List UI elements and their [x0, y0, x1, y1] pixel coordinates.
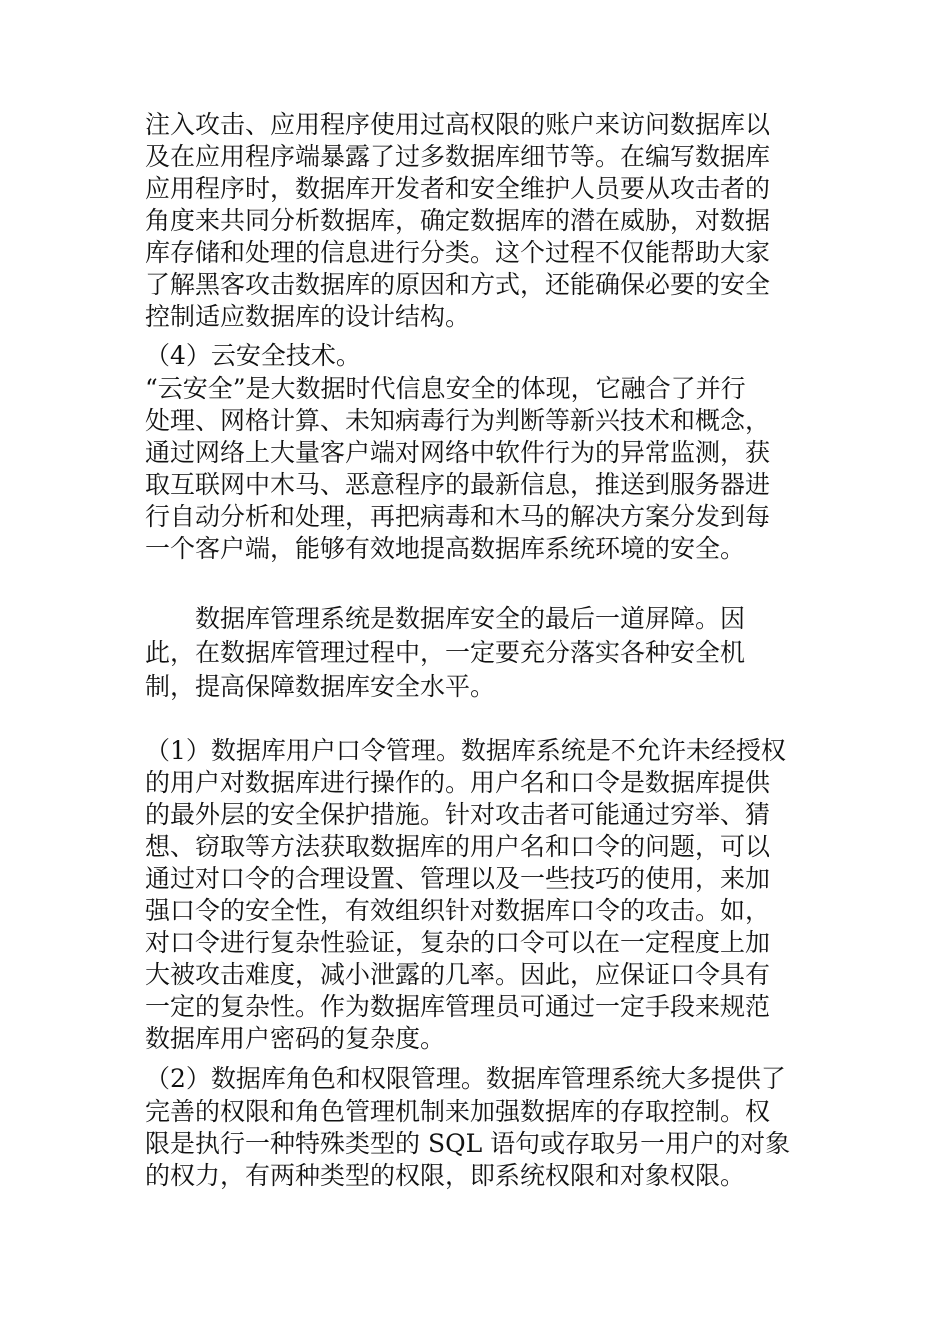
text-line: 一个客户端，能够有效地提高数据库系统环境的安全。 — [145, 534, 746, 563]
text-line: “云安全”是大数据时代信息安全的体现，它融合了并行 — [145, 374, 746, 403]
text-line: 完善的权限和角色管理机制来加强数据库的存取控制。权 — [145, 1097, 771, 1126]
text-line: 控制适应数据库的设计结构。 — [145, 302, 471, 331]
text-line: 的用户对数据库进行操作的。用户名和口令是数据库提供 — [145, 768, 771, 797]
text-line: 角度来共同分析数据库，确定数据库的潜在威胁，对数据 — [145, 206, 771, 235]
text-line: 的最外层的安全保护措施。针对攻击者可能通过穷举、猜 — [145, 800, 771, 829]
text-line: （1）数据库用户口令管理。数据库系统是不允许未经授权 — [145, 736, 786, 765]
text-line: 大被攻击难度，减小泄露的几率。因此，应保证口令具有 — [145, 960, 771, 989]
text-line: 取互联网中木马、恶意程序的最新信息，推送到服务器进 — [145, 470, 771, 499]
section-heading: （4）云安全技术。 — [145, 341, 361, 370]
text-line: 想、窃取等方法获取数据库的用户名和口令的问题，可以 — [145, 832, 771, 861]
text-line: 一定的复杂性。作为数据库管理员可通过一定手段来规范 — [145, 992, 771, 1021]
text-line: 此，在数据库管理过程中，一定要充分落实各种安全机 — [145, 638, 746, 667]
text-line: 限是执行一种特殊类型的 SQL 语句或存取另一用户的对象 — [145, 1129, 791, 1158]
text-line: 的权力，有两种类型的权限，即系统权限和对象权限。 — [145, 1161, 746, 1190]
text-line: 通过网络上大量客户端对网络中软件行为的异常监测，获 — [145, 438, 771, 467]
text-line: 行自动分析和处理，再把病毒和木马的解决方案分发到每 — [145, 502, 771, 531]
text-line: 强口令的安全性，有效组织针对数据库口令的攻击。如， — [145, 896, 771, 925]
text-line: 制，提高保障数据库安全水平。 — [145, 672, 496, 701]
text-line: 通过对口令的合理设置、管理以及一些技巧的使用，来加 — [145, 864, 771, 893]
text-line: 注入攻击、应用程序使用过高权限的账户来访问数据库以 — [145, 110, 771, 139]
text-line: 数据库管理系统是数据库安全的最后一道屏障。因 — [145, 604, 746, 633]
text-line: 处理、网格计算、未知病毒行为判断等新兴技术和概念， — [145, 406, 771, 435]
text-line: 库存储和处理的信息进行分类。这个过程不仅能帮助大家 — [145, 238, 771, 267]
text-line: 数据库用户密码的复杂度。 — [145, 1024, 446, 1053]
text-line: 了解黑客攻击数据库的原因和方式，还能确保必要的安全 — [145, 270, 771, 299]
text-line: 应用程序时，数据库开发者和安全维护人员要从攻击者的 — [145, 174, 771, 203]
text-line: （2）数据库角色和权限管理。数据库管理系统大多提供了 — [145, 1064, 786, 1093]
text-line: 及在应用程序端暴露了过多数据库细节等。在编写数据库 — [145, 142, 771, 171]
text-line: 对口令进行复杂性验证，复杂的口令可以在一定程度上加 — [145, 928, 771, 957]
